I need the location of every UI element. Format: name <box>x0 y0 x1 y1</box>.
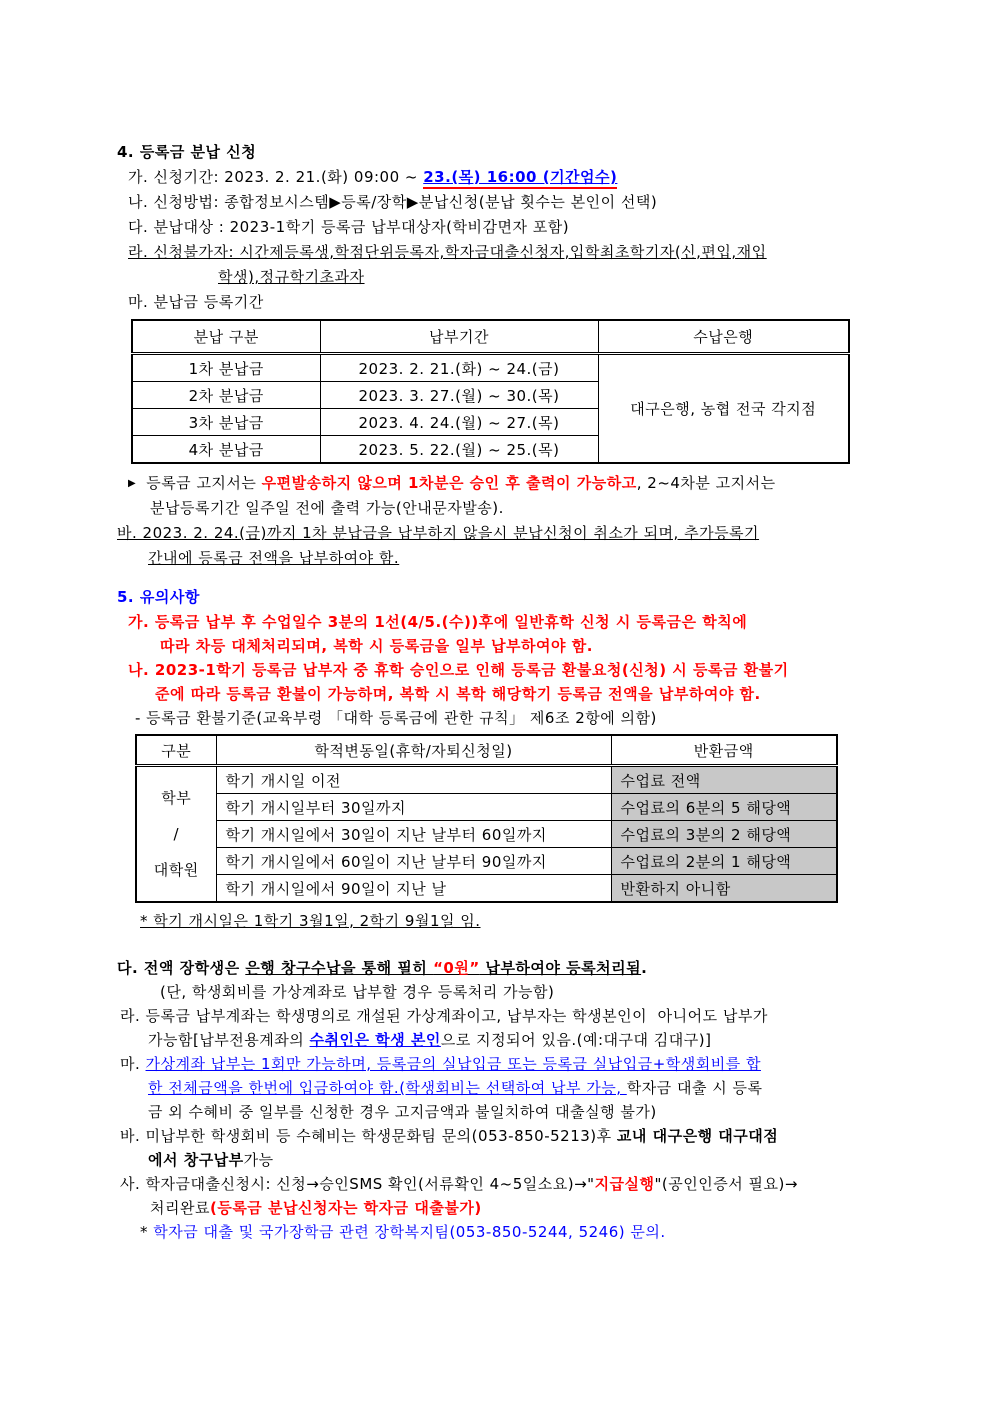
table-row <box>136 821 837 848</box>
ba-bank-emphasis: 교내 대구은행 대구대점 <box>616 1127 779 1145</box>
caution-sa-line2 <box>115 1196 905 1220</box>
document-content <box>115 140 905 1244</box>
table-row <box>132 354 849 382</box>
caution-ga-line2: 따라 차등 대체처리되며, 복학 시 등록금을 일부 납부하여야 함. <box>160 637 593 655</box>
installment-label: 3차 분납금 <box>132 409 320 436</box>
ra-line2-pre: 가능함[납부전용계좌의 <box>148 1031 310 1049</box>
ra-line2-post: 으로 지정되어 있음.(예:대구대 김대구)] <box>440 1031 712 1049</box>
ma-black-line2: 학자금 대출 시 등록 <box>626 1079 763 1097</box>
item-ineligible-line1: 라. 신청불가자: 시간제등록생,학점단위등록자,학자금대출신청자,입학최초학기자(신,편입,재입 <box>128 243 767 261</box>
semester-start-footnote: * 학기 개시일은 1학기 3월1일, 2학기 9월1일 임. <box>140 912 481 930</box>
notice-bullet-line2: 분납등록기간 일주일 전에 출력 가능(안내문자발송). <box>150 499 504 517</box>
loan-contact-line <box>115 1220 905 1244</box>
caution-ma-line1 <box>115 1052 905 1076</box>
caution-ra-line2 <box>115 1028 905 1052</box>
ma-blue-line1: 가상계좌 납부는 1회만 가능하며, 등록금의 실납입금 또는 등록금 실납입금+학생회비를 합 <box>145 1055 761 1073</box>
da-tail: . <box>641 959 648 977</box>
bullet-text-pre: 등록금 고지서는 <box>146 474 262 492</box>
change-date-cell: 학기 개시일부터 30일까지 <box>216 794 611 821</box>
table-row <box>136 875 837 903</box>
refund-amount-cell: 반환하지 아니함 <box>611 875 837 903</box>
caution-ra-line1: 라. 등록금 납부계좌는 학생명의로 개설된 가상계좌이고, 납부자는 학생본인이 아니어도 납부가 <box>120 1007 768 1025</box>
da-underlined <box>245 959 641 977</box>
header-installment-type: 분납 구분 <box>132 320 320 354</box>
change-date-cell: 학기 개시일 이전 <box>216 766 611 794</box>
table-row <box>136 794 837 821</box>
deadline-emphasis: 23.(목) 16:00 (기간엄수) <box>423 168 617 189</box>
sa-execution-emphasis: 지급실행 <box>594 1175 655 1193</box>
change-date-cell: 학기 개시일에서 60일이 지난 날부터 90일까지 <box>216 848 611 875</box>
refund-amount-cell: 수업료의 6분의 5 해당액 <box>611 794 837 821</box>
table-row <box>136 766 837 794</box>
bullet-text-post: , 2~4차분 고지서는 <box>636 474 776 492</box>
triangle-bullet-icon: ▶ <box>128 478 137 489</box>
refund-amount-cell: 수업료의 3분의 2 해당액 <box>611 821 837 848</box>
item-cancellation-line1: 바. 2023. 2. 24.(금)까지 1차 분납금을 납부하지 않을시 분납신청이 취소가 되며, 추가등록기 <box>117 524 760 542</box>
da-u1: 은행 창구수납을 통해 필히 <box>245 959 434 977</box>
da-pre: 다. 전액 장학생은 <box>117 959 246 977</box>
header-change-date: 학적변동일(휴학/자퇴신청일) <box>216 735 611 766</box>
table-header-row <box>132 320 849 354</box>
installment-label: 1차 분납금 <box>132 354 320 382</box>
loan-contact-text: 학자금 대출 및 국가장학금 관련 장학복지팀(053-850-5244, 5246) 문의. <box>153 1223 666 1241</box>
installment-schedule-table <box>131 319 850 464</box>
da-u2: 납부하여야 등록처리됨 <box>479 959 642 977</box>
star-marker: * <box>140 1223 154 1241</box>
notice-bullet-line1 <box>115 471 905 496</box>
table-header-row <box>136 735 837 766</box>
refund-amount-cell: 수업료 전액 <box>611 766 837 794</box>
item-application-method: 나. 신청방법: 종합정보시스템▶등록/장학▶분납신청(분납 횟수는 본인이 선택) <box>128 193 658 211</box>
change-date-cell: 학기 개시일에서 30일이 지난 날부터 60일까지 <box>216 821 611 848</box>
ra-payee-emphasis: 수취인은 학생 본인 <box>309 1031 441 1049</box>
ba-line2-tail: 가능 <box>243 1151 274 1169</box>
category-line: 대학원 <box>153 861 199 879</box>
caution-ga-line1: 가. 등록금 납부 후 수업일수 3분의 1선(4/5.(수))후에 일반휴학 신청 시 등록금은 학칙에 <box>128 613 748 631</box>
table-row <box>136 848 837 875</box>
item-application-period <box>115 165 905 190</box>
installment-period: 2023. 4. 24.(월) ~ 27.(목) <box>320 409 598 436</box>
category-line: / <box>173 825 180 843</box>
section4-title: 4. 등록금 분납 신청 <box>117 143 257 161</box>
category-cell <box>136 766 216 903</box>
item-ineligible-line2: 학생),정규학기초과자 <box>218 268 365 286</box>
caution-ma-line3: 금 외 수혜비 중 일부를 신청한 경우 고지금액과 불일치하여 대출실행 불가) <box>148 1103 657 1121</box>
installment-label: 2차 분납금 <box>132 382 320 409</box>
refund-amount-cell: 수업료의 2분의 1 해당액 <box>611 848 837 875</box>
refund-standard-table <box>135 734 838 903</box>
item-eligible-target: 다. 분납대상 : 2023-1학기 등록금 납부대상자(학비감면자 포함) <box>128 218 570 236</box>
installment-period: 2023. 3. 27.(월) ~ 30.(목) <box>320 382 598 409</box>
header-receiving-bank: 수납은행 <box>598 320 849 354</box>
da-zero-won: “0원” <box>433 959 480 977</box>
header-refund-amount: 반환금액 <box>611 735 837 766</box>
refund-standard-note: - 등록금 환불기준(교육부령 「대학 등록금에 관한 규칙」 제6조 2항에 의함) <box>135 709 657 727</box>
ma-label: 마. <box>120 1055 146 1073</box>
header-category: 구분 <box>136 735 216 766</box>
caution-ba-line1 <box>115 1124 905 1148</box>
ba-pre: 바. 미납부한 학생회비 등 수혜비는 학생문화팀 문의(053-850-5213)후 <box>120 1127 617 1145</box>
item-cancellation-line2: 간내에 등록금 전액을 납부하여야 함. <box>148 549 400 567</box>
sa-line2-pre: 처리완료 <box>150 1199 210 1217</box>
application-period-text: 가. 신청기간: 2023. 2. 21.(화) 09:00 ~ <box>128 168 424 186</box>
caution-na-line1: 나. 2023-1학기 등록금 납부자 중 휴학 승인으로 인해 등록금 환불요청(신청) 시 등록금 환불기 <box>128 661 789 679</box>
caution-na-line2: 준에 따라 등록금 환불이 가능하며, 복학 시 복학 해당학기 등록금 전액을 납부하여야 함. <box>155 685 761 703</box>
caution-ma-line2 <box>115 1076 905 1100</box>
section5-title: 5. 유의사항 <box>117 588 200 606</box>
header-payment-period: 납부기간 <box>320 320 598 354</box>
ba-line2-bold: 에서 창구납부 <box>148 1151 244 1169</box>
bullet-text-red: 우편발송하지 않으며 1차분은 승인 후 출력이 가능하고 <box>261 474 637 492</box>
installment-period: 2023. 2. 21.(화) ~ 24.(금) <box>320 354 598 382</box>
caution-sa-line1 <box>115 1172 905 1196</box>
caution-da-line1 <box>115 956 905 980</box>
sa-mid: "(공인인증서 필요)→ <box>654 1175 798 1193</box>
sa-no-loan-emphasis: (등록금 분납신청자는 학자금 대출불가) <box>209 1199 482 1217</box>
installment-period: 2023. 5. 22.(월) ~ 25.(목) <box>320 436 598 464</box>
caution-da-line2: (단, 학생회비를 가상계좌로 납부할 경우 등록처리 가능함) <box>160 983 555 1001</box>
caution-ba-line2 <box>115 1148 905 1172</box>
ma-blue-line2: 한 전체금액을 한번에 입금하여야 함.(학생회비는 선택하여 납부 가능, <box>148 1079 627 1097</box>
bank-cell: 대구은행, 농협 전국 각지점 <box>598 354 849 464</box>
sa-pre: 사. 학자금대출신청시: 신청→승인SMS 확인(서류확인 4~5일소요)→" <box>120 1175 595 1193</box>
item-installment-period: 마. 분납금 등록기간 <box>128 293 264 311</box>
category-line: 학부 <box>161 789 192 807</box>
installment-label: 4차 분납금 <box>132 436 320 464</box>
change-date-cell: 학기 개시일에서 90일이 지난 날 <box>216 875 611 903</box>
